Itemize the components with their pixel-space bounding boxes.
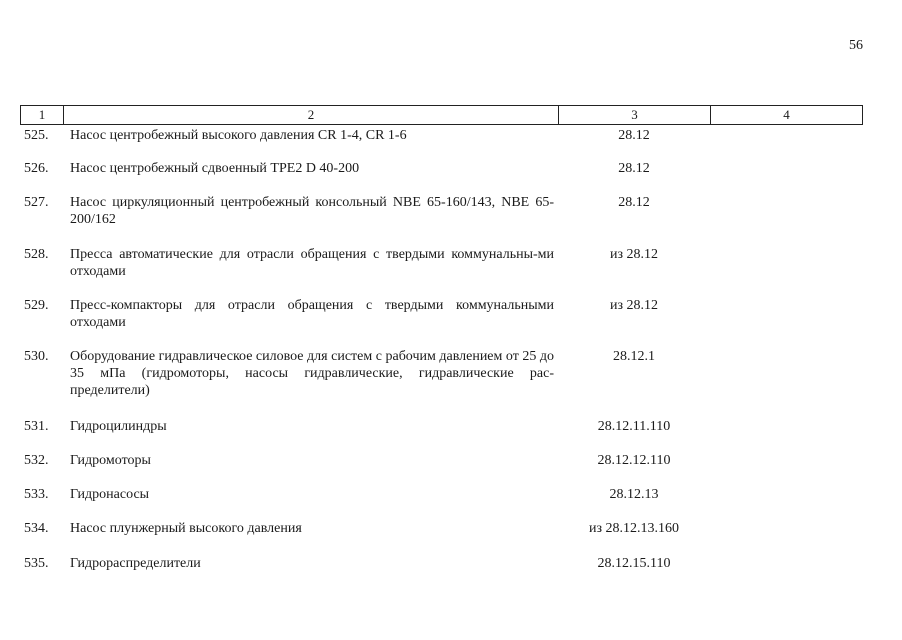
row-code: 28.12.1 (613, 349, 655, 364)
header-col-3: 3 (559, 106, 711, 124)
row-code: 28.12 (618, 128, 650, 143)
row-code: 28.12.15.110 (597, 556, 671, 571)
row-name: Пресс-компакторы для отрасли обращения с твердыми коммунальными отходами (70, 298, 554, 330)
row-code: из 28.12 (609, 298, 659, 313)
row-name: Насос циркуляционный центробежный консольный NBE 65-160/143, NBE 65-200/162 (70, 195, 554, 227)
row-number: 525. (24, 128, 49, 143)
row-name: Гидроцилиндры (70, 419, 167, 434)
row-name: Гидрораспределители (70, 556, 201, 571)
row-number: 534. (24, 521, 49, 536)
page-number: 56 (849, 38, 863, 53)
row-code: 28.12.11.110 (597, 419, 671, 434)
row-name: Насос плунжерный высокого давления (70, 521, 302, 536)
row-name: Гидронасосы (70, 487, 150, 502)
row-number: 530. (24, 349, 49, 364)
row-name: Оборудование гидравлическое силовое для систем с рабочим давлением от 25 до 35 мПа (гидромоторы, насосы гидравлические, гидравлические рас-пределители) (70, 349, 554, 398)
row-name: Гидромоторы (70, 453, 151, 468)
row-code: из 28.12.13.160 (588, 521, 680, 536)
row-code: 28.12.12.110 (597, 453, 671, 468)
row-number: 531. (24, 419, 49, 434)
row-code: из 28.12 (609, 247, 659, 262)
table-header (20, 105, 863, 125)
header-col-2: 2 (64, 106, 559, 124)
header-col-4: 4 (783, 107, 790, 122)
row-number: 535. (24, 556, 49, 571)
row-number: 527. (24, 195, 49, 210)
row-code: 28.12.13 (609, 487, 659, 502)
row-code: 28.12 (618, 161, 650, 176)
row-code: 28.12 (618, 195, 650, 210)
row-number: 532. (24, 453, 49, 468)
row-number: 529. (24, 298, 49, 313)
row-name: Пресса автоматические для отрасли обращения с твердыми коммунальны-ми отходами (70, 247, 554, 279)
row-name: Насос центробежный высокого давления CR 1-4, CR 1-6 (70, 128, 407, 143)
row-number: 528. (24, 247, 49, 262)
row-number: 526. (24, 161, 49, 176)
header-col-1: 1 (21, 106, 64, 124)
row-number: 533. (24, 487, 49, 502)
row-name: Насос центробежный сдвоенный TPE2 D 40-200 (70, 161, 360, 176)
